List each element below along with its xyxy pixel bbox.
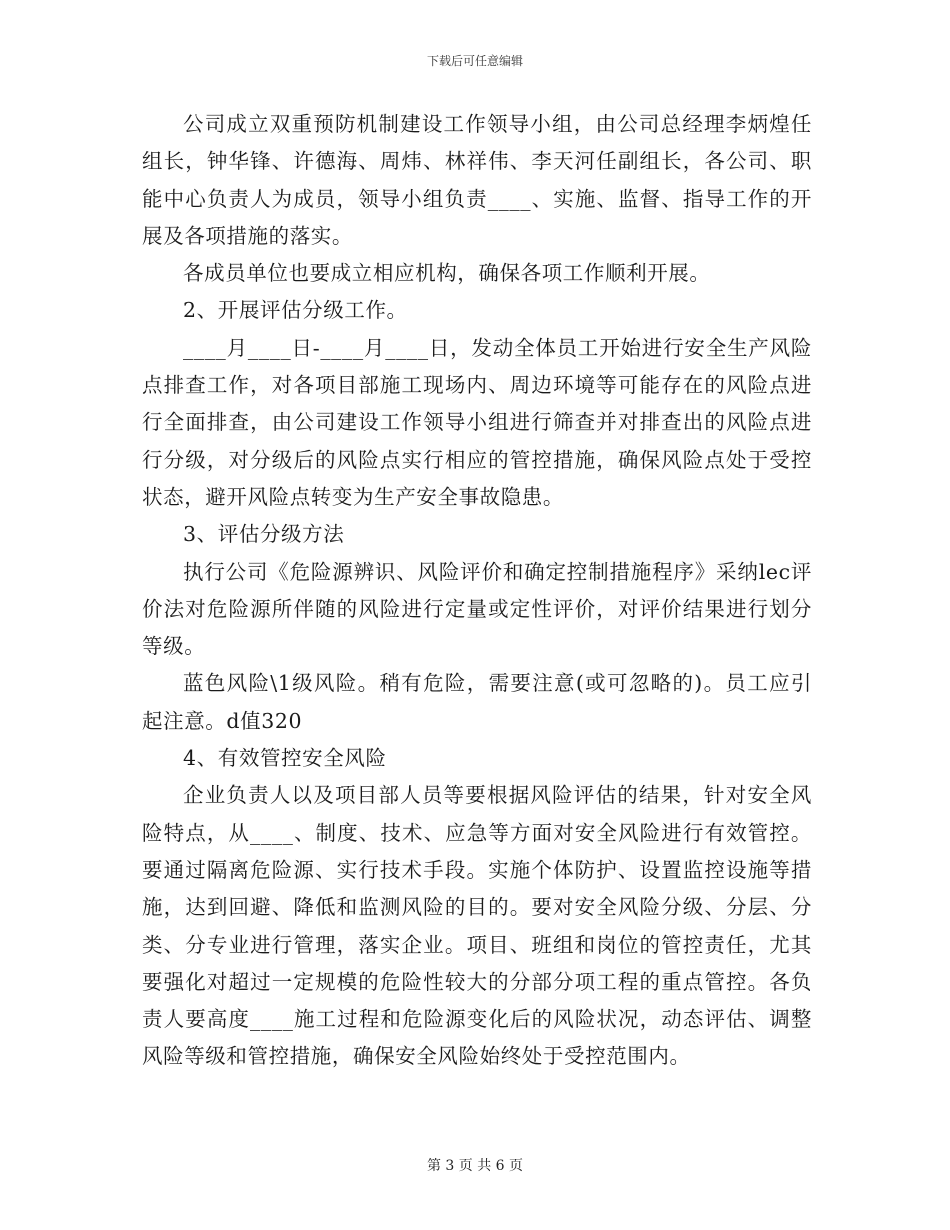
page-header: 下载后可任意编辑: [426, 54, 523, 68]
section-heading-method: 3、评估分级方法: [183, 522, 345, 547]
page-number: 第 3 页 共 6 页: [426, 1158, 524, 1174]
paragraph-member-units: 各成员单位也要成立相应机构，确保各项工作顺利开展。: [183, 261, 711, 286]
section-heading-control: 4、有效管控安全风险: [183, 746, 387, 771]
paragraph-blue-risk: 蓝色风险\1级风险。稍有危险，需要注意(或可忽略的)。员工应引起注意。d值320: [142, 671, 812, 733]
paragraph-risk-inspection: ____月____日-____月____日，发动全体员工开始进行安全生产风险点排查工作，对各项目部施工现场内、周边环境等可能存在的风险点进行全面排查，由公司建设工作领导小组进行筛查并对排查出的风险点进行分级，对分级后的风险点实行相应的管控措施，确保风险点处于受控状态，避开风险点转变为生产安全事故隐患。: [142, 335, 812, 509]
document-body: [142, 106, 812, 1076]
paragraph-leadership-group: 公司成立双重预防机制建设工作领导小组，由公司总经理李炳煌任组长，钟华锋、许德海、周炜、林祥伟、李天河任副组长，各公司、职能中心负责人为成员，领导小组负责____、实施、监督、指导工作的开展及各项措施的落实。: [142, 112, 812, 248]
paragraph-lec-method: 执行公司《危险源辨识、风险评价和确定控制措施程序》采纳lec评价法对危险源所伴随的风险进行定量或定性评价，对评价结果进行划分等级。: [142, 559, 812, 659]
paragraph-risk-control: 企业负责人以及项目部人员等要根据风险评估的结果，针对安全风险特点，从____、制度、技术、应急等方面对安全风险进行有效管控。要通过隔离危险源、实行技术手段。实施个体防护、设置监控设施等措施，达到回避、降低和监测风险的目的。要对安全风险分级、分层、分类、分专业进行管理，落实企业。项目、班组和岗位的管控责任，尤其要强化对超过一定规模的危险性较大的分部分项工程的重点管控。各负责人要高度____施工过程和危险源变化后的风险状况，动态评估、调整风险等级和管控措施，确保安全风险始终处于受控范围内。: [142, 783, 812, 1069]
section-heading-assessment: 2、开展评估分级工作。: [183, 298, 408, 323]
